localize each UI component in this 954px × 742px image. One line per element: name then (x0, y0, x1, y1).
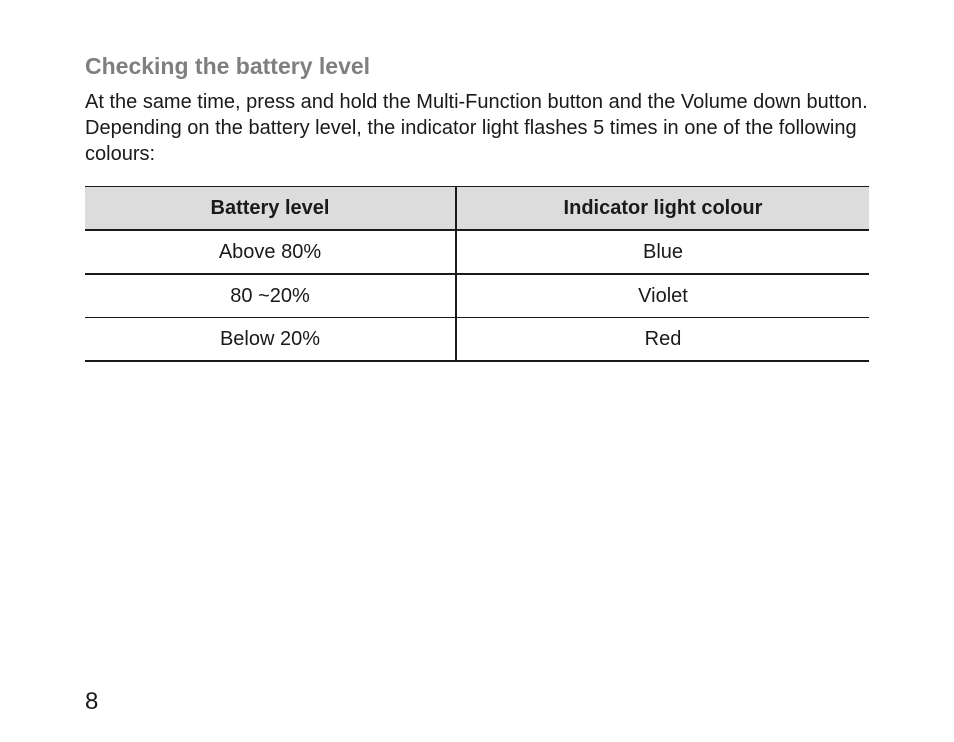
table-row (85, 274, 869, 318)
table-row (85, 230, 869, 274)
table-header-row (85, 187, 869, 231)
battery-level-cell: Above 80% (85, 230, 456, 274)
table-header (85, 187, 869, 231)
indicator-colour-cell: Red (456, 318, 869, 362)
page-number: 8 (85, 688, 99, 715)
battery-level-table (85, 186, 869, 362)
column-header-battery-level: Battery level (85, 187, 456, 231)
column-header-indicator-colour: Indicator light colour (456, 187, 869, 231)
indicator-colour-cell: Blue (456, 230, 869, 274)
section-heading: Checking the battery level (85, 53, 371, 79)
battery-level-cell: Below 20% (85, 318, 456, 362)
table-body (85, 230, 869, 361)
battery-level-cell: 80 ~20% (85, 274, 456, 318)
intro-paragraph: At the same time, press and hold the Multi-Function button and the Volume down button. Depending on the battery level, the indicator light flashes 5 times in one of the following colours: (85, 91, 868, 165)
table-row (85, 318, 869, 362)
indicator-colour-cell: Violet (456, 274, 869, 318)
